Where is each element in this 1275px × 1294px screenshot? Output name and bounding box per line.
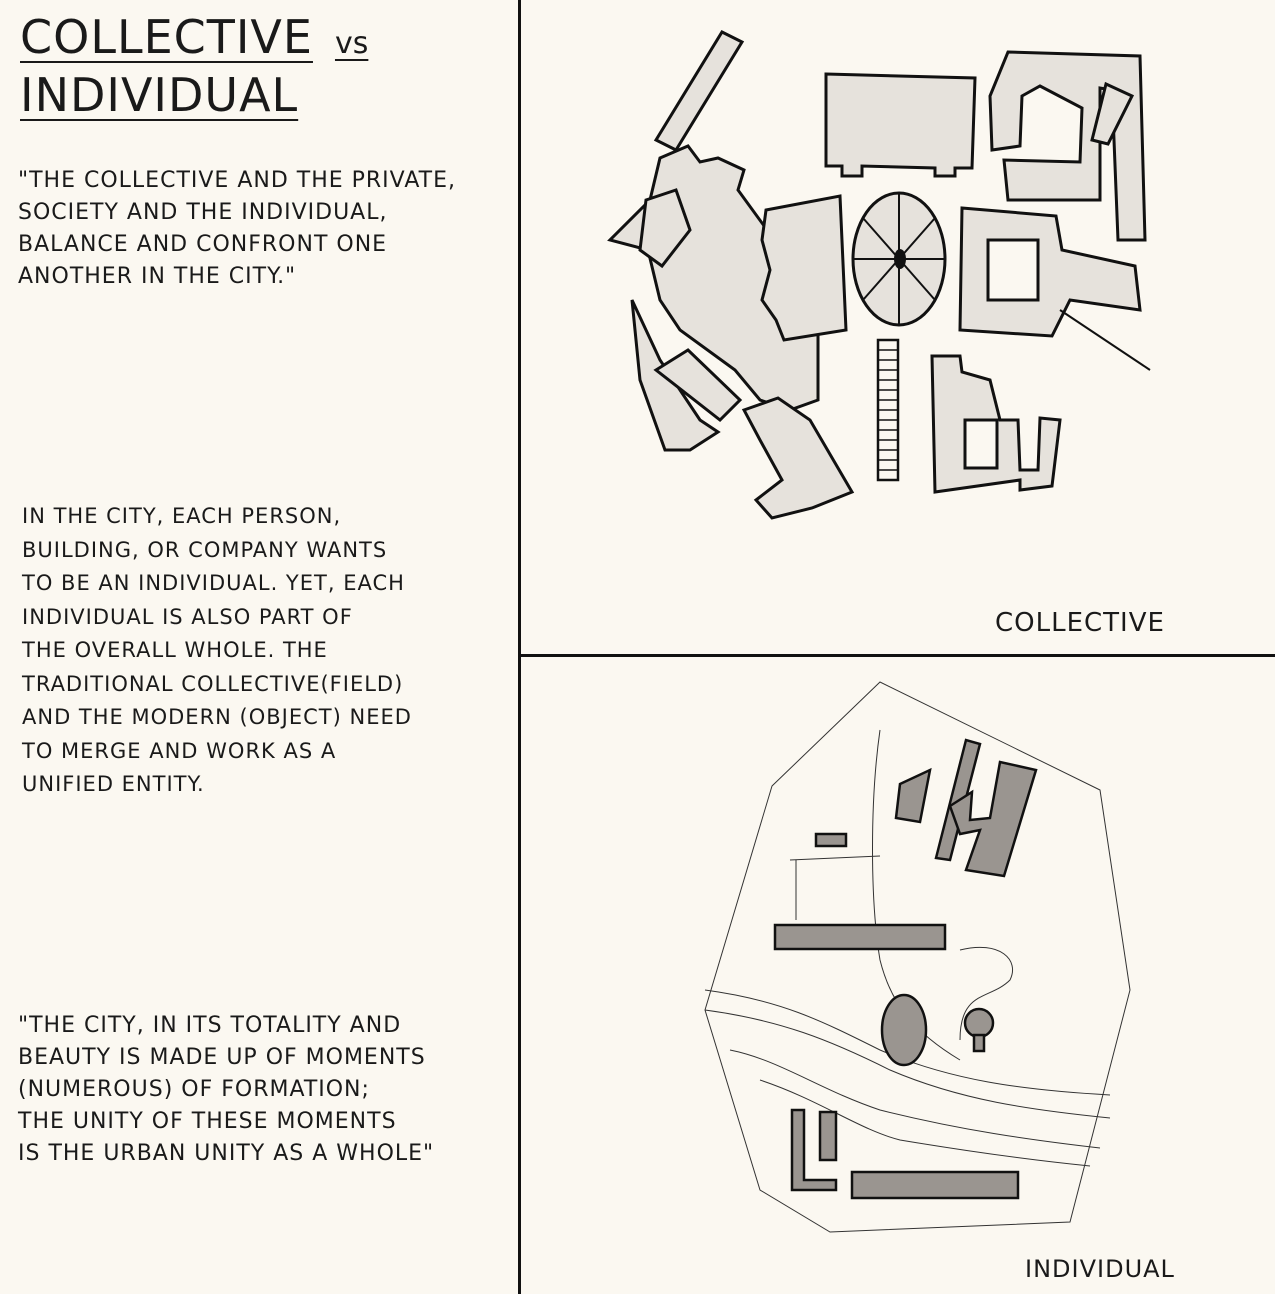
label-individual: INDIVIDUAL [1025,1255,1175,1283]
title-individual: INDIVIDUAL [20,68,299,122]
individual-kiosk-stem [974,1035,984,1051]
individual-long-slab-lower [852,1172,1018,1198]
individual-small-block [816,834,846,846]
individual-round-kiosk [965,1009,993,1037]
individual-path-8 [790,856,880,860]
individual-angled-slab-1 [896,770,930,822]
individual-path-4 [760,1080,1090,1166]
quote-city-totality: "THE CITY, IN ITS TOTALITY AND BEAUTY IS MADE UP OF MOMENTS (NUMEROUS) OF FORMATION; THE UNITY OF THESE MOMENTS IS THE URBAN UNITY AS A WHOLE" [18,1013,435,1166]
title-collective: COLLECTIVE [20,10,313,64]
quote-collective-private: "THE COLLECTIVE AND THE PRIVATE, SOCIETY AND THE INDIVIDUAL, BALANCE AND CONFRONT ONE ANOTHER IN THE CITY." [18,168,456,289]
individual-site-boundary [705,682,1130,1232]
paragraph-each-person: IN THE CITY, EACH PERSON, BUILDING, OR COMPANY WANTS TO BE AN INDIVIDUAL. YET, EACH INDIVIDUAL IS ALSO PART OF THE OVERALL WHOLE. THE TRADITIONAL COLLECTIVE(FIELD) AND THE MODERN (OBJECT) NEED TO MERGE AND WORK AS A UNIFIED ENTITY. [22,504,412,796]
individual-oval-pavilion [882,995,926,1065]
title-vs: vs [334,26,369,61]
individual-long-slab-upper [775,925,945,949]
individual-small-slab [820,1112,836,1160]
individual-path-3 [730,1050,1100,1148]
label-collective: COLLECTIVE [995,608,1165,638]
